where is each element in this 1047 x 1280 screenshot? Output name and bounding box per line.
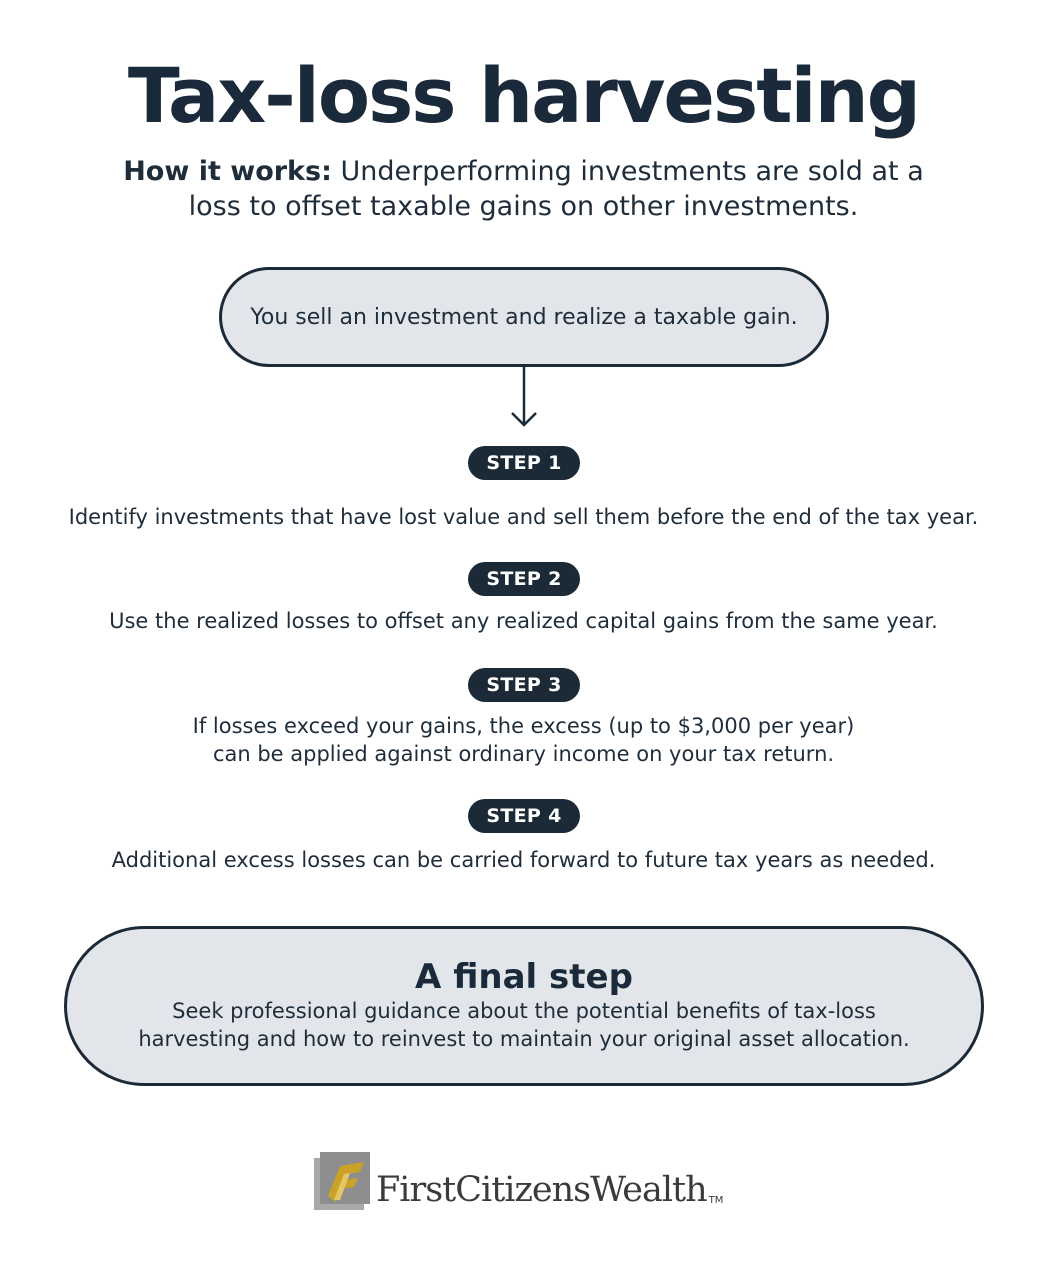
step-2-text: Use the realized losses to offset any realized capital gains from the same year.: [109, 609, 938, 633]
final-step-box: [64, 926, 984, 1086]
step-4-text: Additional excess losses can be carried forward to future tax years as needed.: [111, 848, 936, 872]
subtitle-lead: How it works:: [123, 156, 332, 187]
subtitle-body: Underperforming investments are sold at a loss to offset taxable gains on other investments.: [188, 156, 924, 222]
step-2-badge: STEP 2: [468, 562, 580, 596]
final-step-title: A final step: [415, 957, 633, 997]
arrow-down-icon: [506, 367, 542, 431]
start-box-text: You sell an investment and realize a taxable gain.: [250, 304, 798, 330]
step-1-badge: STEP 1: [468, 446, 580, 480]
step-3-text: If losses exceed your gains, the excess (up to $3,000 per year) can be applied against ordinary income on your tax return.: [192, 714, 855, 766]
step-4-badge: STEP 4: [468, 799, 580, 833]
step-1-text: Identify investments that have lost value and sell them before the end of the tax year.: [68, 505, 979, 529]
final-step-text: Seek professional guidance about the potential benefits of tax-loss harvesting and how to reinvest to maintain your original asset allocation.: [138, 999, 910, 1051]
brand-trademark: TM: [708, 1195, 724, 1206]
brand-mark-icon: [314, 1152, 370, 1210]
start-box: [219, 267, 829, 367]
brand-name: FirstCitizensWealth: [376, 1170, 707, 1210]
page-title: Tax-loss harvesting: [127, 51, 920, 140]
brand-logo: [314, 1150, 723, 1210]
page-subtitle: [100, 154, 947, 224]
step-3-badge: STEP 3: [468, 668, 580, 702]
